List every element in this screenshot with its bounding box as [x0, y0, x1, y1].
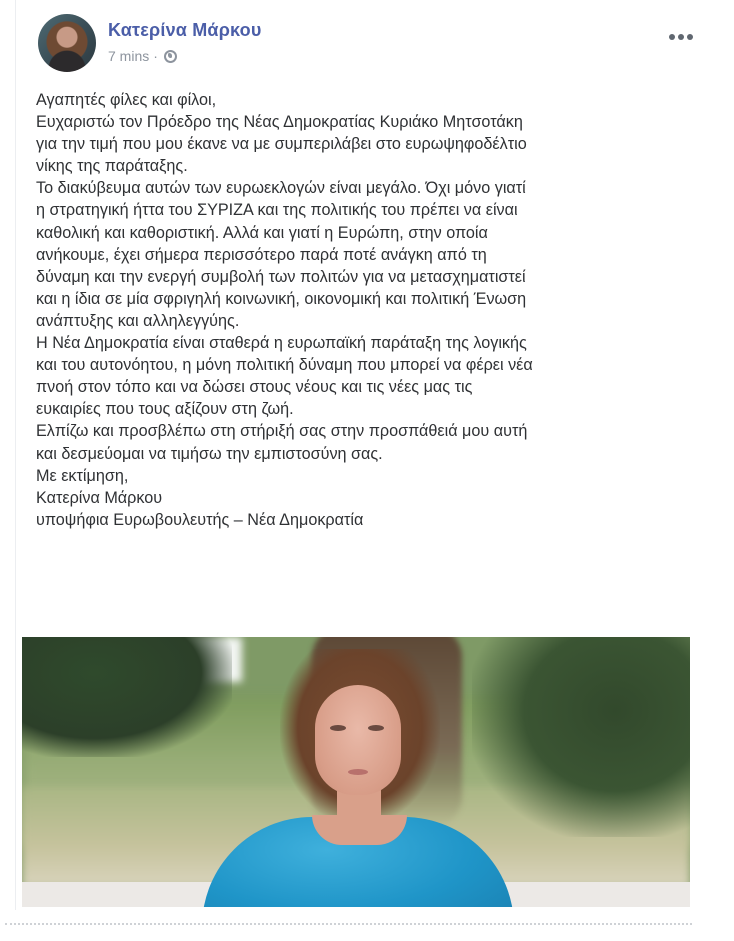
post-text-line: πνοή στον τόπο και να δώσει στους νέους και τις νέες μας τις [36, 378, 473, 397]
post-text-line: Ευχαριστώ τον Πρόεδρο της Νέας Δημοκρατίας Κυριάκο Μητσοτάκη [36, 113, 523, 132]
post-text-line: υποψήφια Ευρωβουλευτής – Νέα Δημοκρατία [36, 510, 364, 529]
author-name-link[interactable]: Κατερίνα Μάρκου [108, 20, 262, 40]
photo-foliage-left [22, 637, 232, 757]
post-text-line: και δεσμεύομαι να τιμήσω την εμπιστοσύνη σας. [36, 444, 383, 463]
ellipsis-icon [687, 34, 693, 40]
author-avatar[interactable] [38, 14, 96, 72]
photo-person-eye [368, 725, 384, 731]
post-text-line: καθολική και καθοριστική. Αλλά και γιατί η Ευρώπη, στην οποία [36, 223, 488, 242]
ellipsis-icon [678, 34, 684, 40]
post-text-line: Με εκτίμηση, [36, 466, 129, 485]
post-body-text [36, 89, 676, 531]
post-photo[interactable] [22, 637, 690, 907]
ellipsis-icon [669, 34, 675, 40]
post-header [38, 14, 678, 76]
post-separator [5, 923, 692, 925]
photo-person-mouth [348, 769, 368, 775]
post-timestamp[interactable]: 7 mins [108, 48, 150, 64]
globe-icon[interactable] [164, 50, 177, 63]
post-text-line: η στρατηγική ήττα του ΣΥΡΙΖΑ και της πολιτικής του πρέπει να είναι [36, 201, 518, 220]
post-text-line: και του αυτονόητου, η μόνη πολιτική δύναμη που μπορεί να φέρει νέα [36, 356, 533, 375]
photo-person-eye [330, 725, 346, 731]
post-text-line: Κατερίνα Μάρκου [36, 488, 163, 507]
post-text-line: νίκης της παράταξης. [36, 157, 188, 176]
meta-separator: · [153, 48, 158, 64]
photo-person-face [315, 685, 401, 795]
photo-foliage-right [472, 637, 690, 837]
post-text-line: Η Νέα Δημοκρατία είναι σταθερά η ευρωπαϊκή παράταξη της λογικής [36, 334, 527, 353]
post-text-line: και η ίδια σε μία σφριγηλή κοινωνική, οικονομική και πολιτική Ένωση [36, 289, 527, 308]
post-text-line: δύναμη και την ενεργή συμβολή των πολιτών για να μετασχηματιστεί [36, 267, 526, 286]
post-meta [108, 48, 177, 64]
post-text-line: ευκαιρίες που τους αξίζουν στη ζωή. [36, 400, 294, 419]
post-text-line: ανήκουμε, έχει σήμερα περισσότερο παρά ποτέ ανάγκη από τη [36, 245, 487, 264]
post-text-line: για την τιμή που μου έκανε να με συμπεριλάβει στο ευρωψηφοδέλτιο [36, 135, 527, 154]
more-options-button[interactable] [666, 30, 696, 44]
post-text-line: Αγαπητές φίλες και φίλοι, [36, 91, 217, 109]
post-text-line: Ελπίζω και προσβλέπω στη στήριξή σας στην προσπάθειά μου αυτή [36, 422, 528, 441]
post-text-line: ανάπτυξης και αλληλεγγύης. [36, 311, 240, 330]
post-text-line: Το διακύβευμα αυτών των ευρωεκλογών είναι μεγάλο. Όχι μόνο γιατί [36, 179, 526, 198]
photo-person-collar [312, 815, 407, 845]
